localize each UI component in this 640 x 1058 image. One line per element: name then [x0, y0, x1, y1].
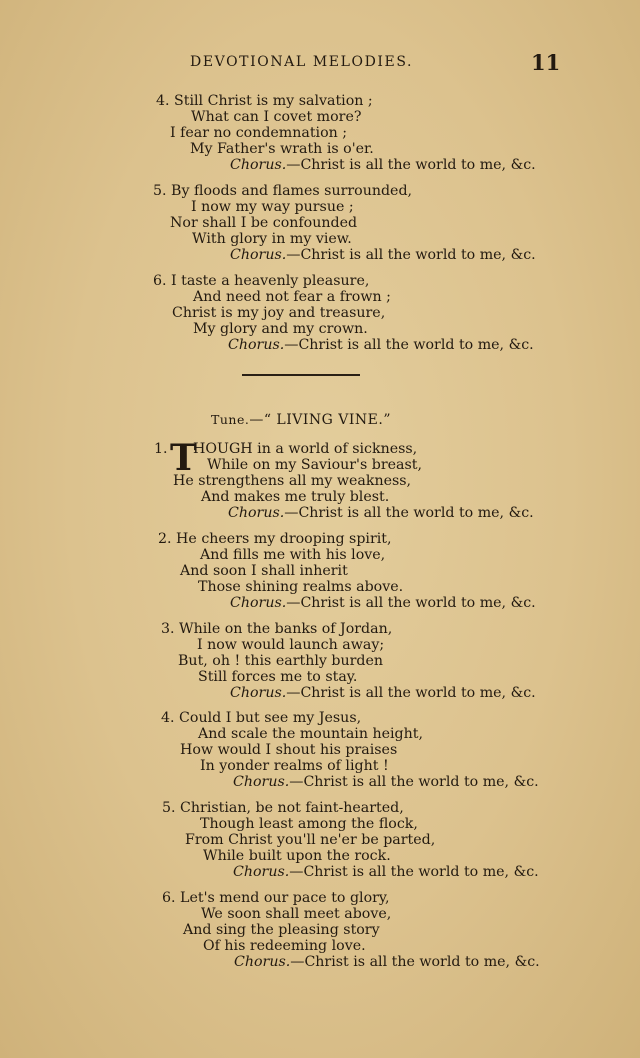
chorus-label: Chorus. [228, 337, 285, 353]
chorus-text: —Christ is all the world to me, &c. [286, 157, 536, 173]
verse-line: HOUGH in a world of sickness, [193, 441, 418, 457]
chorus-line [228, 504, 534, 522]
chorus-text: —Christ is all the world to me, &c. [286, 685, 536, 701]
verse-line: Nor shall I be confounded [170, 215, 358, 231]
chorus-line [233, 863, 539, 881]
chorus-line [230, 594, 536, 612]
verse-line: Those shining realms above. [198, 579, 404, 595]
chorus-label: Chorus. [230, 685, 287, 701]
chorus-text: —Christ is all the world to me, &c. [289, 774, 539, 790]
tune-heading [211, 412, 391, 428]
chorus-label: Chorus. [230, 157, 287, 173]
chorus-label: Chorus. [233, 864, 290, 880]
verse-line: And soon I shall inherit [180, 563, 348, 579]
verse-line: Of his redeeming love. [203, 938, 366, 954]
verse-line: And fills me with his love, [200, 547, 386, 563]
verse-line: 5. By floods and flames surrounded, [153, 183, 413, 199]
chorus-line [230, 246, 536, 264]
verse-number: 1. [154, 441, 168, 457]
verse-line: 6. I taste a heavenly pleasure, [153, 273, 370, 289]
verse-line: 4. Still Christ is my salvation ; [156, 93, 373, 109]
verse-line: I fear no condemnation ; [170, 125, 348, 141]
verse-line: I now would launch away; [197, 637, 385, 653]
verse-line: Still forces me to stay. [198, 669, 358, 685]
chorus-line [230, 684, 536, 702]
drop-cap-letter: T [170, 437, 197, 479]
chorus-line [233, 773, 539, 791]
chorus-text: —Christ is all the world to me, &c. [284, 337, 534, 353]
page-header [0, 50, 640, 80]
verse-line: My glory and my crown. [193, 321, 368, 337]
chorus-label: Chorus. [228, 505, 285, 521]
chorus-label: Chorus. [230, 595, 287, 611]
verse-line: 5. Christian, be not faint-hearted, [162, 800, 404, 816]
verse-line: And sing the pleasing story [183, 922, 380, 938]
verse-line: 2. He cheers my drooping spirit, [158, 531, 392, 547]
verse-line: Though least among the flock, [200, 816, 418, 832]
verse-line: How would I shout his praises [180, 742, 398, 758]
chorus-text: —Christ is all the world to me, &c. [286, 247, 536, 263]
verse-line: 6. Let's mend our pace to glory, [162, 890, 390, 906]
chorus-text: —Christ is all the world to me, &c. [290, 954, 540, 970]
chorus-label: Chorus. [234, 954, 291, 970]
chorus-line [230, 156, 536, 174]
verse-line: We soon shall meet above, [201, 906, 392, 922]
chorus-label: Chorus. [233, 774, 290, 790]
verse-line: While on my Saviour's breast, [207, 457, 422, 473]
verse-line: 3. While on the banks of Jordan, [161, 621, 393, 637]
verse-line: In yonder realms of light ! [200, 758, 389, 774]
chorus-line [228, 336, 534, 354]
running-title: DEVOTIONAL MELODIES. [190, 54, 414, 70]
chorus-text: —Christ is all the world to me, &c. [286, 595, 536, 611]
chorus-line [234, 953, 540, 971]
verse-line: With glory in my view. [192, 231, 352, 247]
verse-line: 4. Could I but see my Jesus, [161, 710, 362, 726]
verse-line: From Christ you'll ne'er be parted, [185, 832, 436, 848]
tune-label: Tune. [211, 412, 250, 427]
verse-line: I now my way pursue ; [191, 199, 354, 215]
page-number: 11 [531, 50, 561, 75]
tune-name: —“ LIVING VINE.” [249, 412, 391, 428]
verse-line: And need not fear a frown ; [193, 289, 391, 305]
verse-line: What can I covet more? [191, 109, 362, 125]
chorus-label: Chorus. [230, 247, 287, 263]
chorus-text: —Christ is all the world to me, &c. [289, 864, 539, 880]
verse-line: Christ is my joy and treasure, [172, 305, 386, 321]
verse-line: But, oh ! this earthly burden [178, 653, 384, 669]
section-divider [242, 374, 360, 376]
chorus-text: —Christ is all the world to me, &c. [284, 505, 534, 521]
verse-line: And scale the mountain height, [198, 726, 423, 742]
verse-line: And makes me truly blest. [201, 489, 390, 505]
verse-line: My Father's wrath is o'er. [190, 141, 374, 157]
verse-line: He strengthens all my weakness, [173, 473, 412, 489]
verse-line: While built upon the rock. [203, 848, 391, 864]
